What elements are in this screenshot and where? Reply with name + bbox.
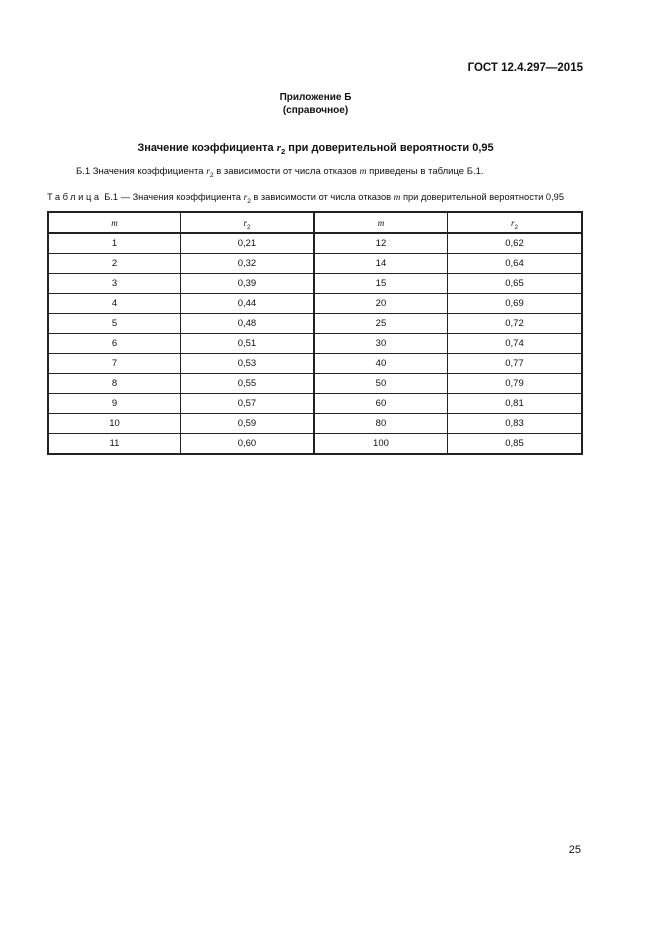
table-cell: 10 — [48, 414, 180, 434]
table-caption-var-sub: 2 — [247, 198, 251, 205]
table-caption-var: r — [243, 193, 248, 203]
section-title — [0, 142, 631, 154]
table-cell: 0,62 — [447, 233, 582, 254]
table-caption — [47, 192, 564, 203]
table-cell: 6 — [48, 334, 180, 354]
table-cell: 0,74 — [447, 334, 582, 354]
header-r2-right — [447, 212, 582, 233]
table-cell: 80 — [314, 414, 448, 434]
table-cell: 0,51 — [180, 334, 314, 354]
coefficient-table — [47, 211, 583, 455]
table-cell: 0,81 — [447, 394, 582, 414]
table-row — [48, 354, 582, 374]
table-cell: 14 — [314, 254, 448, 274]
table-cell: 0,39 — [180, 274, 314, 294]
page-number: 25 — [568, 844, 581, 856]
table-cell: 4 — [48, 294, 180, 314]
table-row — [48, 394, 582, 414]
header-m-left-text: m — [111, 217, 118, 228]
table-cell: 0,77 — [447, 354, 582, 374]
table-cell: 7 — [48, 354, 180, 374]
table-cell: 1 — [48, 233, 180, 254]
header-r2-left — [180, 212, 314, 233]
table-cell: 15 — [314, 274, 448, 294]
table-cell: 11 — [48, 434, 180, 455]
table-cell: 0,55 — [180, 374, 314, 394]
appendix-heading — [0, 91, 631, 117]
table-cell: 0,69 — [447, 294, 582, 314]
table-cell: 0,85 — [447, 434, 582, 455]
table-cell: 0,57 — [180, 394, 314, 414]
table-caption-end: при доверительной вероятности 0,95 — [400, 192, 564, 202]
table-caption-middle: в зависимости от числа отказов — [250, 192, 394, 202]
header-m-right-text: m — [377, 217, 385, 228]
standard-number: ГОСТ 12.4.297—2015 — [467, 62, 583, 74]
table-cell: 50 — [314, 374, 448, 394]
table-cell: 0,53 — [180, 354, 314, 374]
header-r-left-sub: 2 — [246, 223, 251, 231]
table-cell: 0,83 — [447, 414, 582, 434]
table-header-row — [48, 212, 582, 233]
table-cell: 0,64 — [447, 254, 582, 274]
table-cell: 0,72 — [447, 314, 582, 334]
table-body — [48, 233, 582, 454]
table-row — [48, 233, 582, 254]
paragraph-text: Б.1 Значения коэффициента — [76, 166, 207, 177]
table-row — [48, 374, 582, 394]
table-cell: 0,59 — [180, 414, 314, 434]
table-cell: 0,48 — [180, 314, 314, 334]
table-caption-label: Таблица — [47, 192, 102, 202]
table-row — [48, 314, 582, 334]
table-row — [48, 274, 582, 294]
table-cell: 0,79 — [447, 374, 582, 394]
section-title-text: Значение коэффициента — [137, 142, 277, 154]
table-cell: 0,44 — [180, 294, 314, 314]
paragraph-b1 — [76, 166, 484, 177]
appendix-title: Приложение Б — [279, 92, 352, 103]
header-m-right — [314, 212, 448, 233]
table-row — [48, 294, 582, 314]
table-row — [48, 434, 582, 455]
header-m-left — [48, 212, 180, 233]
paragraph-var-m: m — [359, 167, 367, 177]
table-cell: 8 — [48, 374, 180, 394]
section-title-text-end: при доверительной вероятности 0,95 — [285, 142, 494, 154]
table-cell: 20 — [314, 294, 448, 314]
table-cell: 30 — [314, 334, 448, 354]
appendix-subtitle: (справочное) — [282, 105, 349, 116]
header-r-left-text: r — [243, 217, 247, 228]
table-cell: 100 — [314, 434, 448, 455]
table-cell: 0,60 — [180, 434, 314, 455]
table-cell: 0,32 — [180, 254, 314, 274]
paragraph-text-middle: в зависимости от числа отказов — [213, 166, 360, 177]
table-caption-number: Б.1 — Значения коэффициента — [104, 192, 244, 202]
table-cell: 5 — [48, 314, 180, 334]
table-row — [48, 254, 582, 274]
table-cell: 0,21 — [180, 233, 314, 254]
table-cell: 60 — [314, 394, 448, 414]
table-cell: 40 — [314, 354, 448, 374]
paragraph-var: r — [206, 167, 210, 177]
table-cell: 2 — [48, 254, 180, 274]
table-caption-var-m: m — [393, 193, 401, 203]
table-cell: 12 — [314, 233, 448, 254]
section-title-var: r — [276, 142, 281, 154]
table-cell: 0,65 — [447, 274, 582, 294]
header-r-right-text: r — [510, 217, 515, 228]
section-title-var-sub: 2 — [280, 147, 286, 156]
header-r-right-sub: 2 — [514, 223, 518, 231]
table-row — [48, 334, 582, 354]
paragraph-text-end: приведены в таблице Б.1. — [366, 166, 484, 177]
table-cell: 3 — [48, 274, 180, 294]
paragraph-var-sub: 2 — [209, 172, 214, 179]
table-row — [48, 414, 582, 434]
table-cell: 9 — [48, 394, 180, 414]
table-cell: 25 — [314, 314, 448, 334]
